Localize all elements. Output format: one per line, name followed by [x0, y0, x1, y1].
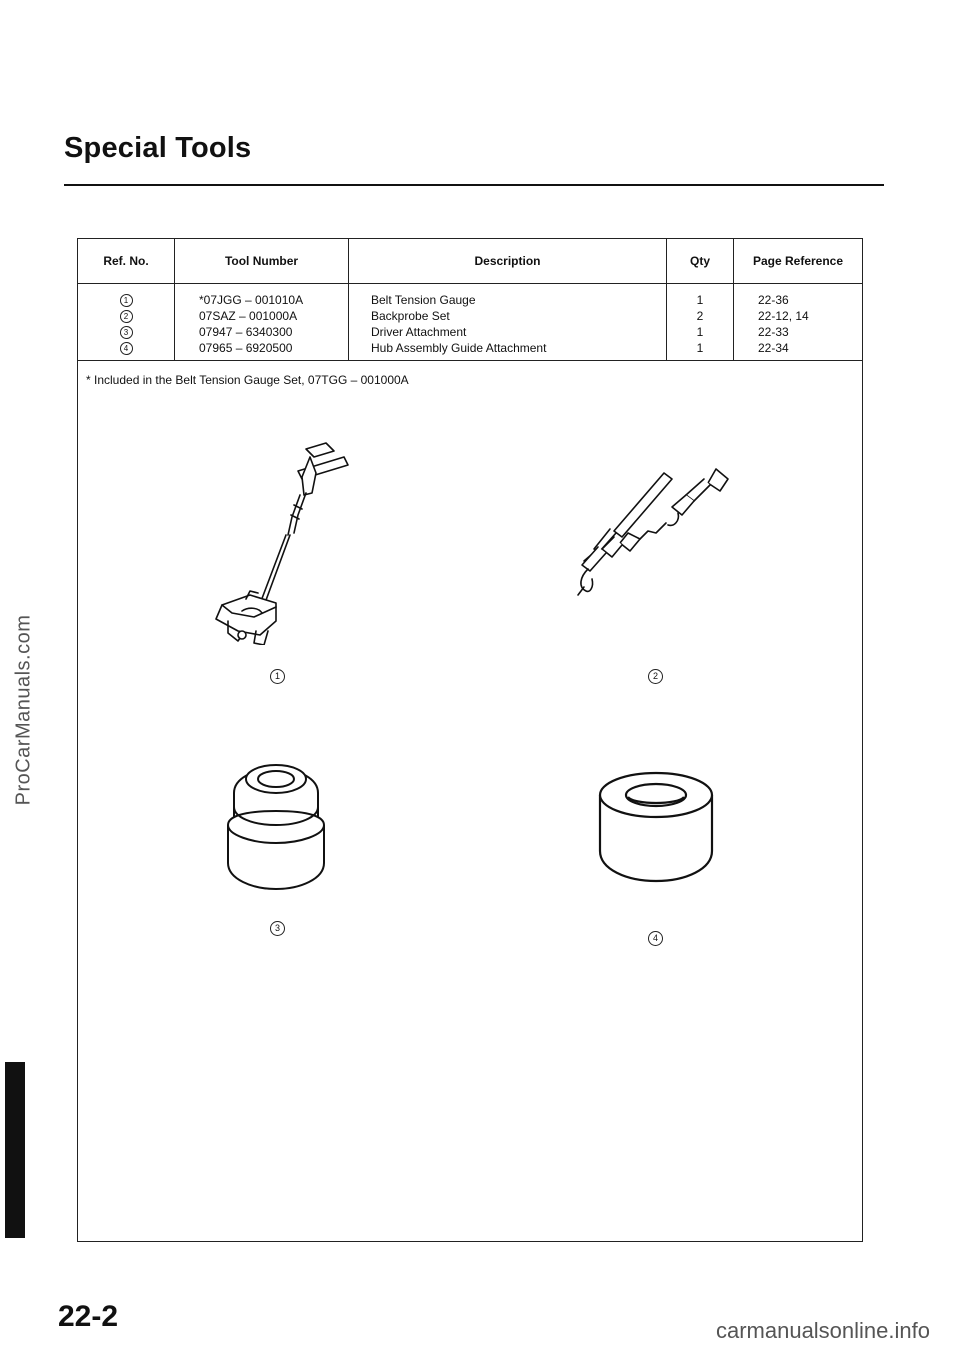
table-row — [78, 324, 862, 340]
header-ref-no: Ref. No. — [78, 239, 175, 284]
ref-number: 2 — [120, 310, 133, 323]
description-cell: Belt Tension Gauge — [349, 284, 667, 309]
illustration-ref-2: 2 — [648, 669, 663, 684]
ref-cell — [78, 340, 175, 361]
ref-cell — [78, 324, 175, 340]
ref-number: 4 — [120, 342, 133, 355]
header-tool-number: Tool Number — [175, 239, 349, 284]
illustration-ref-4: 4 — [648, 931, 663, 946]
bottom-watermark: carmanualsonline.info — [715, 1318, 930, 1343]
page-number: 22-2 — [58, 1300, 119, 1333]
header-page-reference: Page Reference — [734, 239, 863, 284]
tool-number-cell: 07947 – 6340300 — [175, 324, 349, 340]
title-rule — [64, 184, 884, 186]
tools-frame — [77, 238, 863, 1242]
table-footnote: * Included in the Belt Tension Gauge Set, 07TGG – 001000A — [86, 373, 409, 387]
illustration-ref-3: 3 — [270, 921, 285, 936]
page-ref-cell: 22-12, 14 — [734, 308, 863, 324]
header-qty: Qty — [667, 239, 734, 284]
page-ref-cell: 22-34 — [734, 340, 863, 361]
description-cell: Driver Attachment — [349, 324, 667, 340]
tool-number-cell: *07JGG – 001010A — [175, 284, 349, 309]
illustration-ref-1: 1 — [270, 669, 285, 684]
qty-cell: 1 — [667, 340, 734, 361]
ref-number: 1 — [120, 294, 133, 307]
table-row — [78, 340, 862, 361]
qty-cell: 1 — [667, 284, 734, 309]
header-description: Description — [349, 239, 667, 284]
binder-tab — [5, 1062, 25, 1238]
table-header-row — [78, 239, 862, 284]
tools-table — [78, 239, 862, 361]
qty-cell: 1 — [667, 324, 734, 340]
ref-cell — [78, 308, 175, 324]
driver-attachment-icon — [224, 755, 328, 895]
description-cell: Hub Assembly Guide Attachment — [349, 340, 667, 361]
page-ref-cell: 22-36 — [734, 284, 863, 309]
tool-number-cell: 07965 – 6920500 — [175, 340, 349, 361]
qty-cell: 2 — [667, 308, 734, 324]
description-cell: Backprobe Set — [349, 308, 667, 324]
page-ref-cell: 22-33 — [734, 324, 863, 340]
ref-cell — [78, 284, 175, 309]
side-watermark — [14, 580, 34, 840]
table-row — [78, 284, 862, 309]
backprobe-set-icon — [576, 461, 746, 621]
page-title: Special Tools — [64, 132, 252, 164]
side-watermark-text: ProCarManuals.com — [12, 614, 35, 806]
table-row — [78, 308, 862, 324]
hub-assembly-guide-attachment-icon — [594, 769, 718, 885]
belt-tension-gauge-icon — [198, 435, 368, 645]
ref-number: 3 — [120, 326, 133, 339]
tool-number-cell: 07SAZ – 001000A — [175, 308, 349, 324]
